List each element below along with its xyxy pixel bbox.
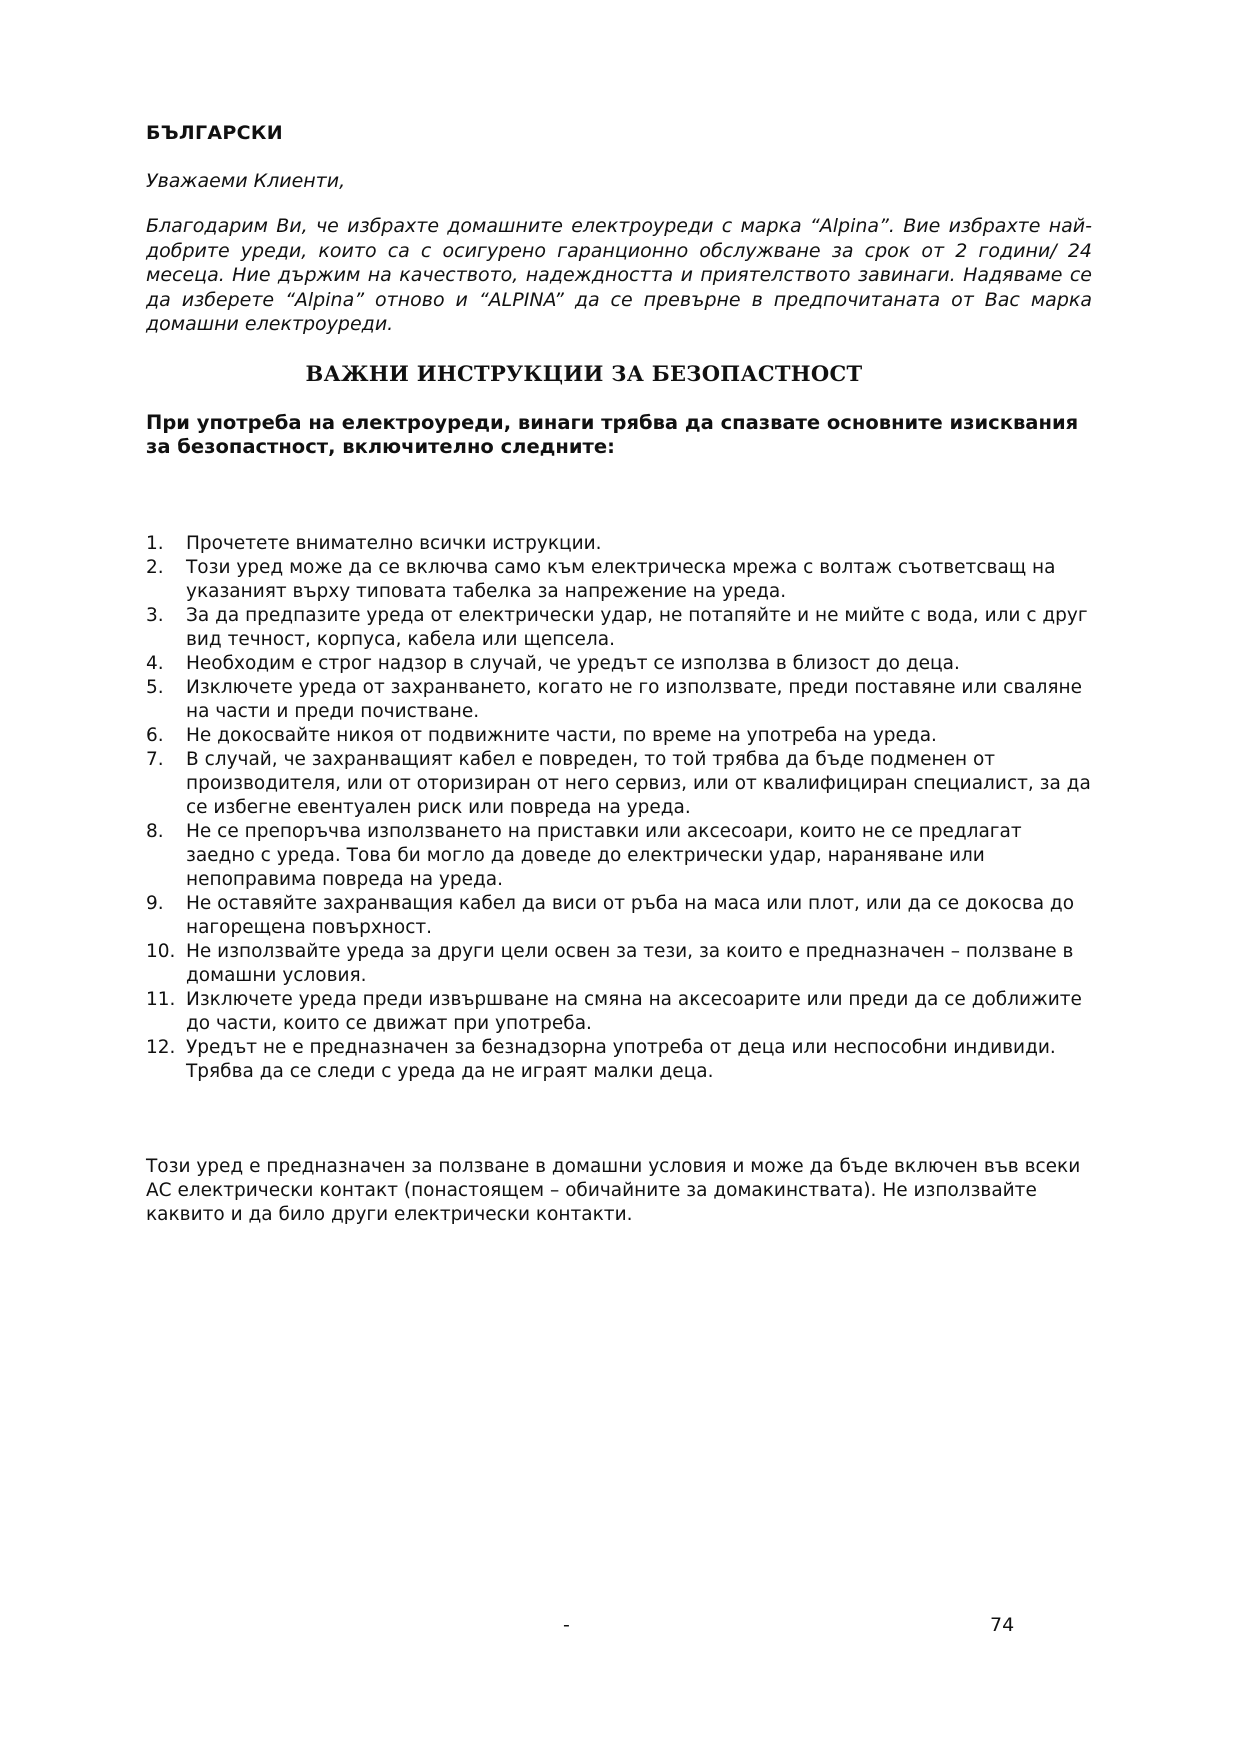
rule-text: В случай, че захранващият кабел е повреден, то той трябва да бъде подменен от производителя, или от оторизиран от него сервиз, или от квалифициран специалист, за да се избегне евентуален риск или повреда на уреда.	[186, 749, 1091, 818]
rule-text: Този уред може да се включва само към електрическа мрежа с волтаж съответсващ на указаният върху типовата табелка за напрежение на уреда.	[186, 557, 1056, 602]
safety-rules-list	[146, 532, 1092, 1084]
rule-item	[146, 532, 1092, 556]
rule-item	[146, 820, 1092, 892]
rule-item	[146, 988, 1092, 1036]
rule-number: 6.	[146, 725, 164, 746]
rule-item	[146, 748, 1092, 820]
rule-number: 3.	[146, 605, 164, 626]
rule-number: 1.	[146, 533, 164, 554]
rule-number: 12.	[146, 1037, 176, 1058]
rule-number: 9.	[146, 893, 164, 914]
rule-item	[146, 724, 1092, 748]
rule-text: Прочетете внимателно всички иструкции.	[186, 533, 602, 554]
rule-text: Не използвайте уреда за други цели освен за тези, за които е предназначен – ползване в домашни условия.	[186, 941, 1074, 986]
rule-item	[146, 604, 1092, 652]
language-heading: БЪЛГАРСКИ	[146, 122, 283, 144]
rule-text: Не се препоръчва използването на приставки или аксесоари, които не се предлагат заедно с уреда. Това би могло да доведе до електрически удар, нараняване или непоправима повреда на уреда.	[186, 821, 1022, 890]
rule-item	[146, 676, 1092, 724]
rule-text: За да предпазите уреда от електрически удар, не потапяйте и не мийте с вода, или с друг вид течност, корпуса, кабела или щепсела.	[186, 605, 1088, 650]
rule-item	[146, 652, 1092, 676]
rule-number: 8.	[146, 821, 164, 842]
rule-text: Не докосвайте никоя от подвижните части, по време на употреба на уреда.	[186, 725, 937, 746]
rule-item	[146, 940, 1092, 988]
page-number: 74	[990, 1614, 1015, 1636]
rule-number: 7.	[146, 749, 164, 770]
footer-dash: -	[563, 1614, 570, 1636]
greeting: Уважаеми Клиенти,	[146, 170, 346, 192]
safety-lead: При употреба на електроуреди, винаги трябва да спазвате основните изисквания за безопастност, включително следните:	[146, 411, 1079, 458]
rule-text: Не оставяйте захранващия кабел да виси от ръба на маса или плот, или да се докосва до нагорещена повърхност.	[186, 893, 1075, 938]
rule-number: 4.	[146, 653, 164, 674]
rule-number: 11.	[146, 989, 176, 1010]
rule-text: Необходим е строг надзор в случай, че уредът се използва в близост до деца.	[186, 653, 960, 674]
rule-number: 2.	[146, 557, 164, 578]
rule-number: 5.	[146, 677, 164, 698]
intro-paragraph: Благодарим Ви, че избрахте домашните електроуреди с марка “Alpina”. Вие избрахте най-добрите уреди, които са с осигурено гаранционно обслужване за срок от 2 години/ 24 месеца. Ние държим на качеството, надеждността и приятелството завинаги. Надяваме се да изберете “Alpina” отново и “ALPINA” да се превърне в предпочитаната от Вас марка домашни електроуреди.	[146, 215, 1092, 335]
rule-item	[146, 556, 1092, 604]
safety-title: ВАЖНИ ИНСТРУКЦИИ ЗА БЕЗОПАСТНОСТ	[305, 361, 863, 386]
rule-text: Уредът не е предназначен за безнадзорна употреба от деца или неспособни индивиди. Трябва да се следи с уреда да не играят малки деца.	[186, 1037, 1056, 1082]
rule-item	[146, 1036, 1092, 1084]
closing-paragraph: Този уред е предназначен за ползване в домашни условия и може да бъде включен във всеки АС електрически контакт (понастоящем – обичайните за домакинствата). Не използвайте каквито и да било други електрически контакти.	[146, 1156, 1081, 1225]
rule-item	[146, 892, 1092, 940]
rule-text: Изключете уреда от захранването, когато не го използвате, преди поставяне или сваляне на части и преди почистване.	[186, 677, 1083, 722]
rule-text: Изключете уреда преди извършване на смяна на аксесоарите или преди да се доближите до части, които се движат при употреба.	[186, 989, 1082, 1034]
rule-number: 10.	[146, 941, 176, 962]
